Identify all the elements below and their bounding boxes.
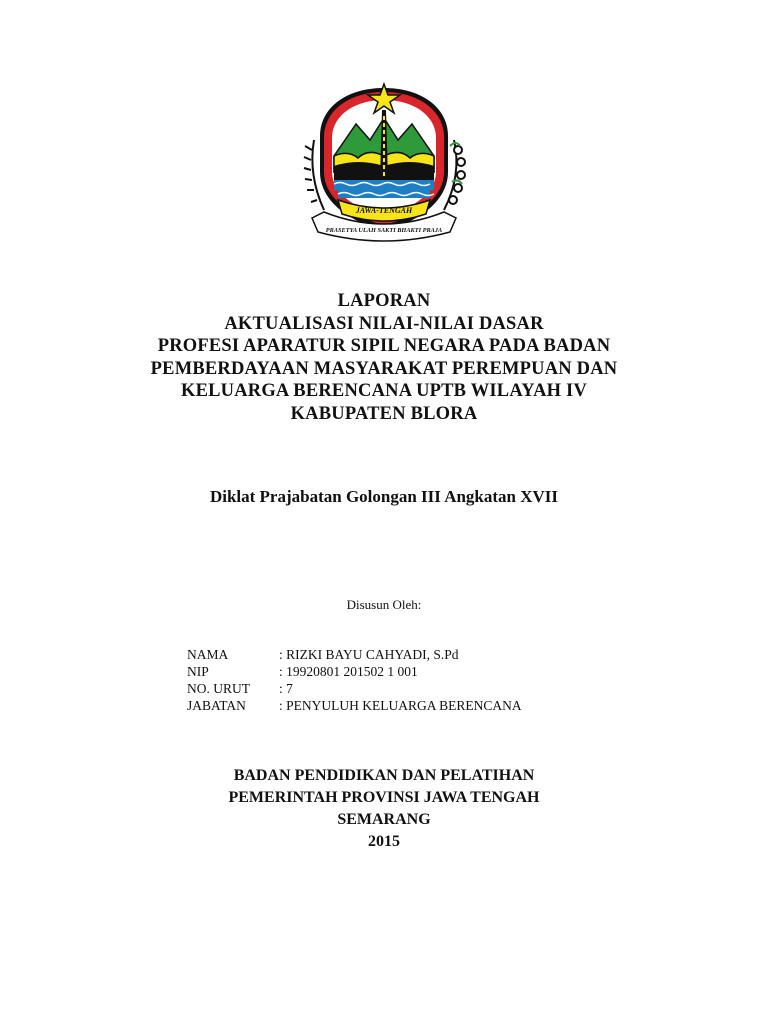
emblem-graphic (298, 80, 470, 252)
identity-value: : 7 (279, 681, 293, 696)
identity-label: JABATAN (187, 698, 246, 713)
identity-label: NIP (187, 664, 209, 679)
ribbon-top-text: JAWA-TENGAH (355, 206, 413, 215)
institution-line-2: PEMERINTAH PROVINSI JAWA TENGAH (228, 789, 540, 806)
identity-label: NAMA (187, 647, 229, 662)
identity-value: : RIZKI BAYU CAHYADI, S.Pd (279, 647, 459, 662)
author-heading: Disusun Oleh: (346, 597, 422, 612)
identity-table (187, 646, 522, 714)
title-line-2: AKTUALISASI NILAI-NILAI DASAR (224, 313, 544, 334)
institution-block (0, 765, 768, 853)
report-title (0, 290, 768, 425)
subtitle-diklat: Diklat Prajabatan Golongan III Angkatan XVII (209, 487, 559, 506)
title-line-4: PEMBERDAYAAN MASYARAKAT PEREMPUAN DAN (150, 358, 618, 379)
ribbon-bottom-text: PRASETYA ULAH SAKTI BHAKTI PRAJA (325, 227, 443, 234)
identity-value: : 19920801 201502 1 001 (279, 664, 418, 679)
identity-label: NO. URUT (187, 681, 250, 696)
identity-row-nip (187, 663, 522, 680)
institution-year: 2015 (368, 833, 400, 850)
identity-value: : PENYULUH KELUARGA BERENCANA (279, 698, 522, 713)
title-line-3: PROFESI APARATUR SIPIL NEGARA PADA BADAN (157, 336, 611, 356)
identity-row-no-urut (187, 680, 522, 697)
title-line-6: KABUPATEN BLORA (290, 403, 478, 424)
institution-city: SEMARANG (337, 811, 431, 828)
identity-row-jabatan (187, 697, 522, 714)
institution-line-1: BADAN PENDIDIKAN DAN PELATIHAN (233, 767, 535, 784)
title-line-1: LAPORAN (337, 291, 431, 311)
identity-row-nama (187, 646, 522, 663)
title-line-5: KELUARGA BERENCANA UPTB WILAYAH IV (180, 381, 587, 401)
jawa-tengah-emblem (298, 80, 470, 252)
